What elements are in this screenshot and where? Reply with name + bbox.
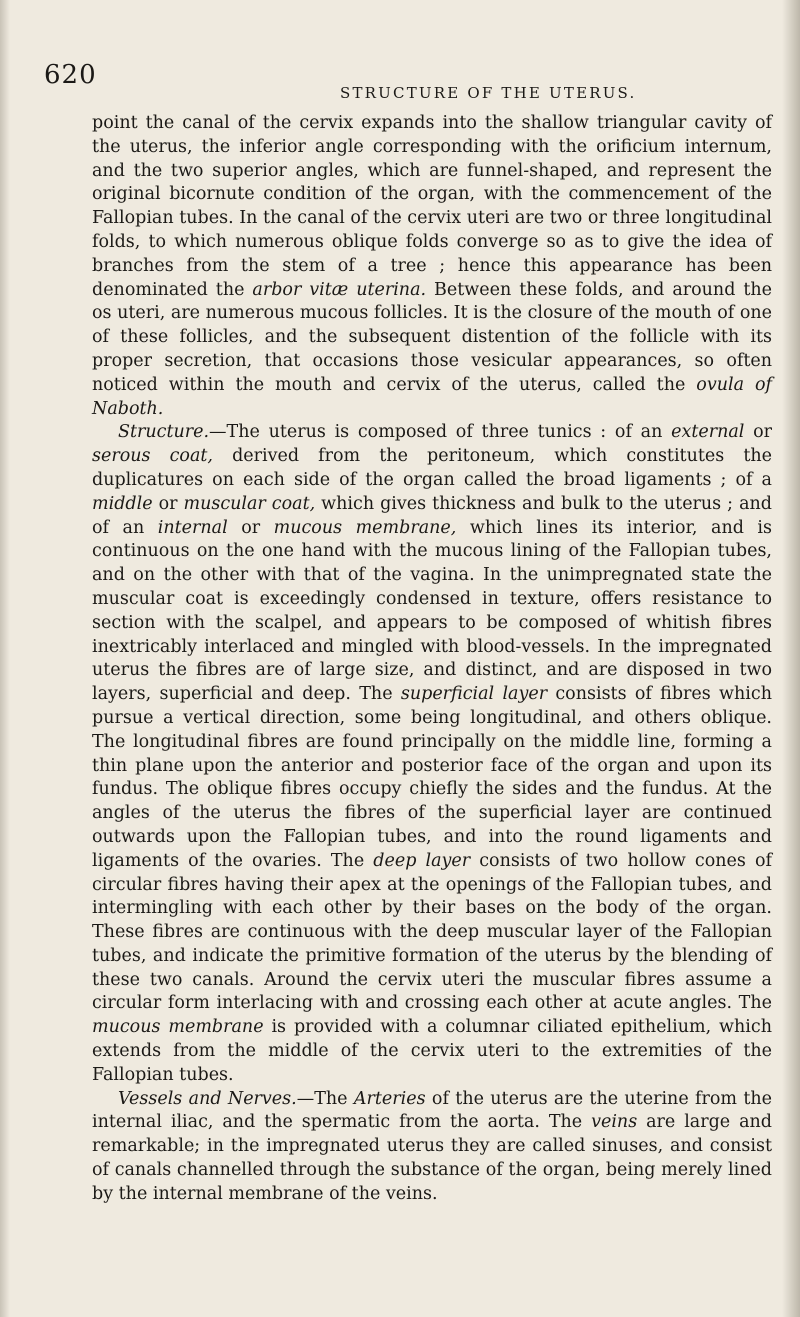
italic-term: middle xyxy=(92,493,153,514)
text-run: Between these folds, and around the os uteri, are numerous mucous follicles. It is the closure of the mouth of one of these follicles, and the subsequent distention of the follicle with its proper secretion, that occasions those vesicular appearances, so often noticed within the mouth and cervix of the uterus, called the xyxy=(92,279,773,395)
italic-term: arbor vitæ uterina. xyxy=(252,279,427,300)
text-run: —The uterus is composed of three tunics : of an xyxy=(209,422,672,443)
italic-term: mucous membrane xyxy=(92,1017,264,1038)
italic-term: Arteries xyxy=(353,1088,426,1109)
paragraph xyxy=(92,421,772,1087)
italic-term: serous coat, xyxy=(92,446,213,467)
page-number: 620 xyxy=(44,60,97,90)
italic-term: muscular coat, xyxy=(183,493,316,514)
italic-term: superficial layer xyxy=(400,684,548,705)
text-run: or xyxy=(227,517,274,538)
text-run: point the canal of the cervix expands into the shallow triangular cavity of the uterus, the inferior angle corresponding with the orificium internum, and the two superior angles, which are funnel-shaped, and represent the original bicornute condition of the organ, with the commencement of the Fallopian tubes. In the canal of the cervix uteri are two or three longitudinal folds, to which numerous oblique folds converge so as to give the idea of branches from the stem of a tree ; hence this appearance has been denominated the xyxy=(92,113,772,300)
text-run: which lines its interior, and is continuous on the one hand with the mucous lining of the Fallopian tubes, and on the other with that of the vagina. In the unimpregnated state the muscular coat is exceedingly condensed in texture, offers resistance to section with the scalpel, and appears to be composed of whitish fibres inextricably interlaced and mingled with blood-vessels. In the impregnated uterus the fibres are of large size, and distinct, and are disposed in two layers, superficial and deep. The xyxy=(92,517,773,705)
paragraph xyxy=(92,1088,772,1207)
text-run: —The xyxy=(296,1088,354,1109)
text-run: of the uterus are the uterine from the internal iliac, and the spermatic from the aorta. The xyxy=(92,1088,772,1133)
paragraph xyxy=(92,112,772,421)
text-run: derived from the peritoneum, which constitutes the duplicatures on each side of the organ called the broad ligaments ; of a xyxy=(92,446,773,490)
body-text xyxy=(92,112,772,1207)
text-run: consists of fibres which pursue a vertical direction, some being longitudinal, and others oblique. The longitudinal fibres are found principally on the middle line, forming a thin plane upon the anterior and posterior face of the organ and upon its fundus. The oblique fibres occupy chiefly the sides and the fundus. At the angles of the uterus the fibres of the superficial layer are continued outwards upon the Fallopian tubes, and into the round ligaments and ligaments of the ovaries. The xyxy=(92,684,772,871)
italic-term: deep layer xyxy=(373,850,471,871)
italic-term: veins xyxy=(591,1112,638,1133)
page-edge-shadow-left xyxy=(0,0,10,1317)
text-run: or xyxy=(744,422,772,443)
italic-term: internal xyxy=(157,517,228,538)
text-run: are large and remarkable; in the impregnated uterus they are called sinuses, and consist of canals channelled through the substance of the organ, being merely lined by the internal membrane of the veins. xyxy=(92,1112,772,1204)
page-edge-shadow-right xyxy=(782,0,800,1317)
italic-term: mucous membrane, xyxy=(273,517,457,538)
text-run: consists of two hollow cones of circular fibres having their apex at the openings of the Fallopian tubes, and intermingling with each other by their bases on the body of the organ. These fibres are continuous with the deep muscular layer of the Fallopian tubes, and indicate the primitive formation of the uterus by the blending of these two canals. Around the cervix uteri the muscular fibres assume a circular form interlacing with and crossing each other at acute angles. The xyxy=(92,850,772,1014)
running-head: STRUCTURE OF THE UTERUS. xyxy=(340,84,637,102)
italic-term: Vessels and Nerves. xyxy=(118,1088,297,1109)
italic-term: ovula of Naboth. xyxy=(92,374,772,419)
italic-term: Structure. xyxy=(118,422,210,443)
text-run: is provided with a columnar ciliated epithelium, which extends from the middle of the cervix uteri to the extremities of the Fallopian tubes. xyxy=(92,1017,772,1085)
italic-term: external xyxy=(671,422,745,443)
text-run: which gives thickness and bulk to the uterus ; and of an xyxy=(92,493,772,538)
text-run: or xyxy=(152,493,184,514)
